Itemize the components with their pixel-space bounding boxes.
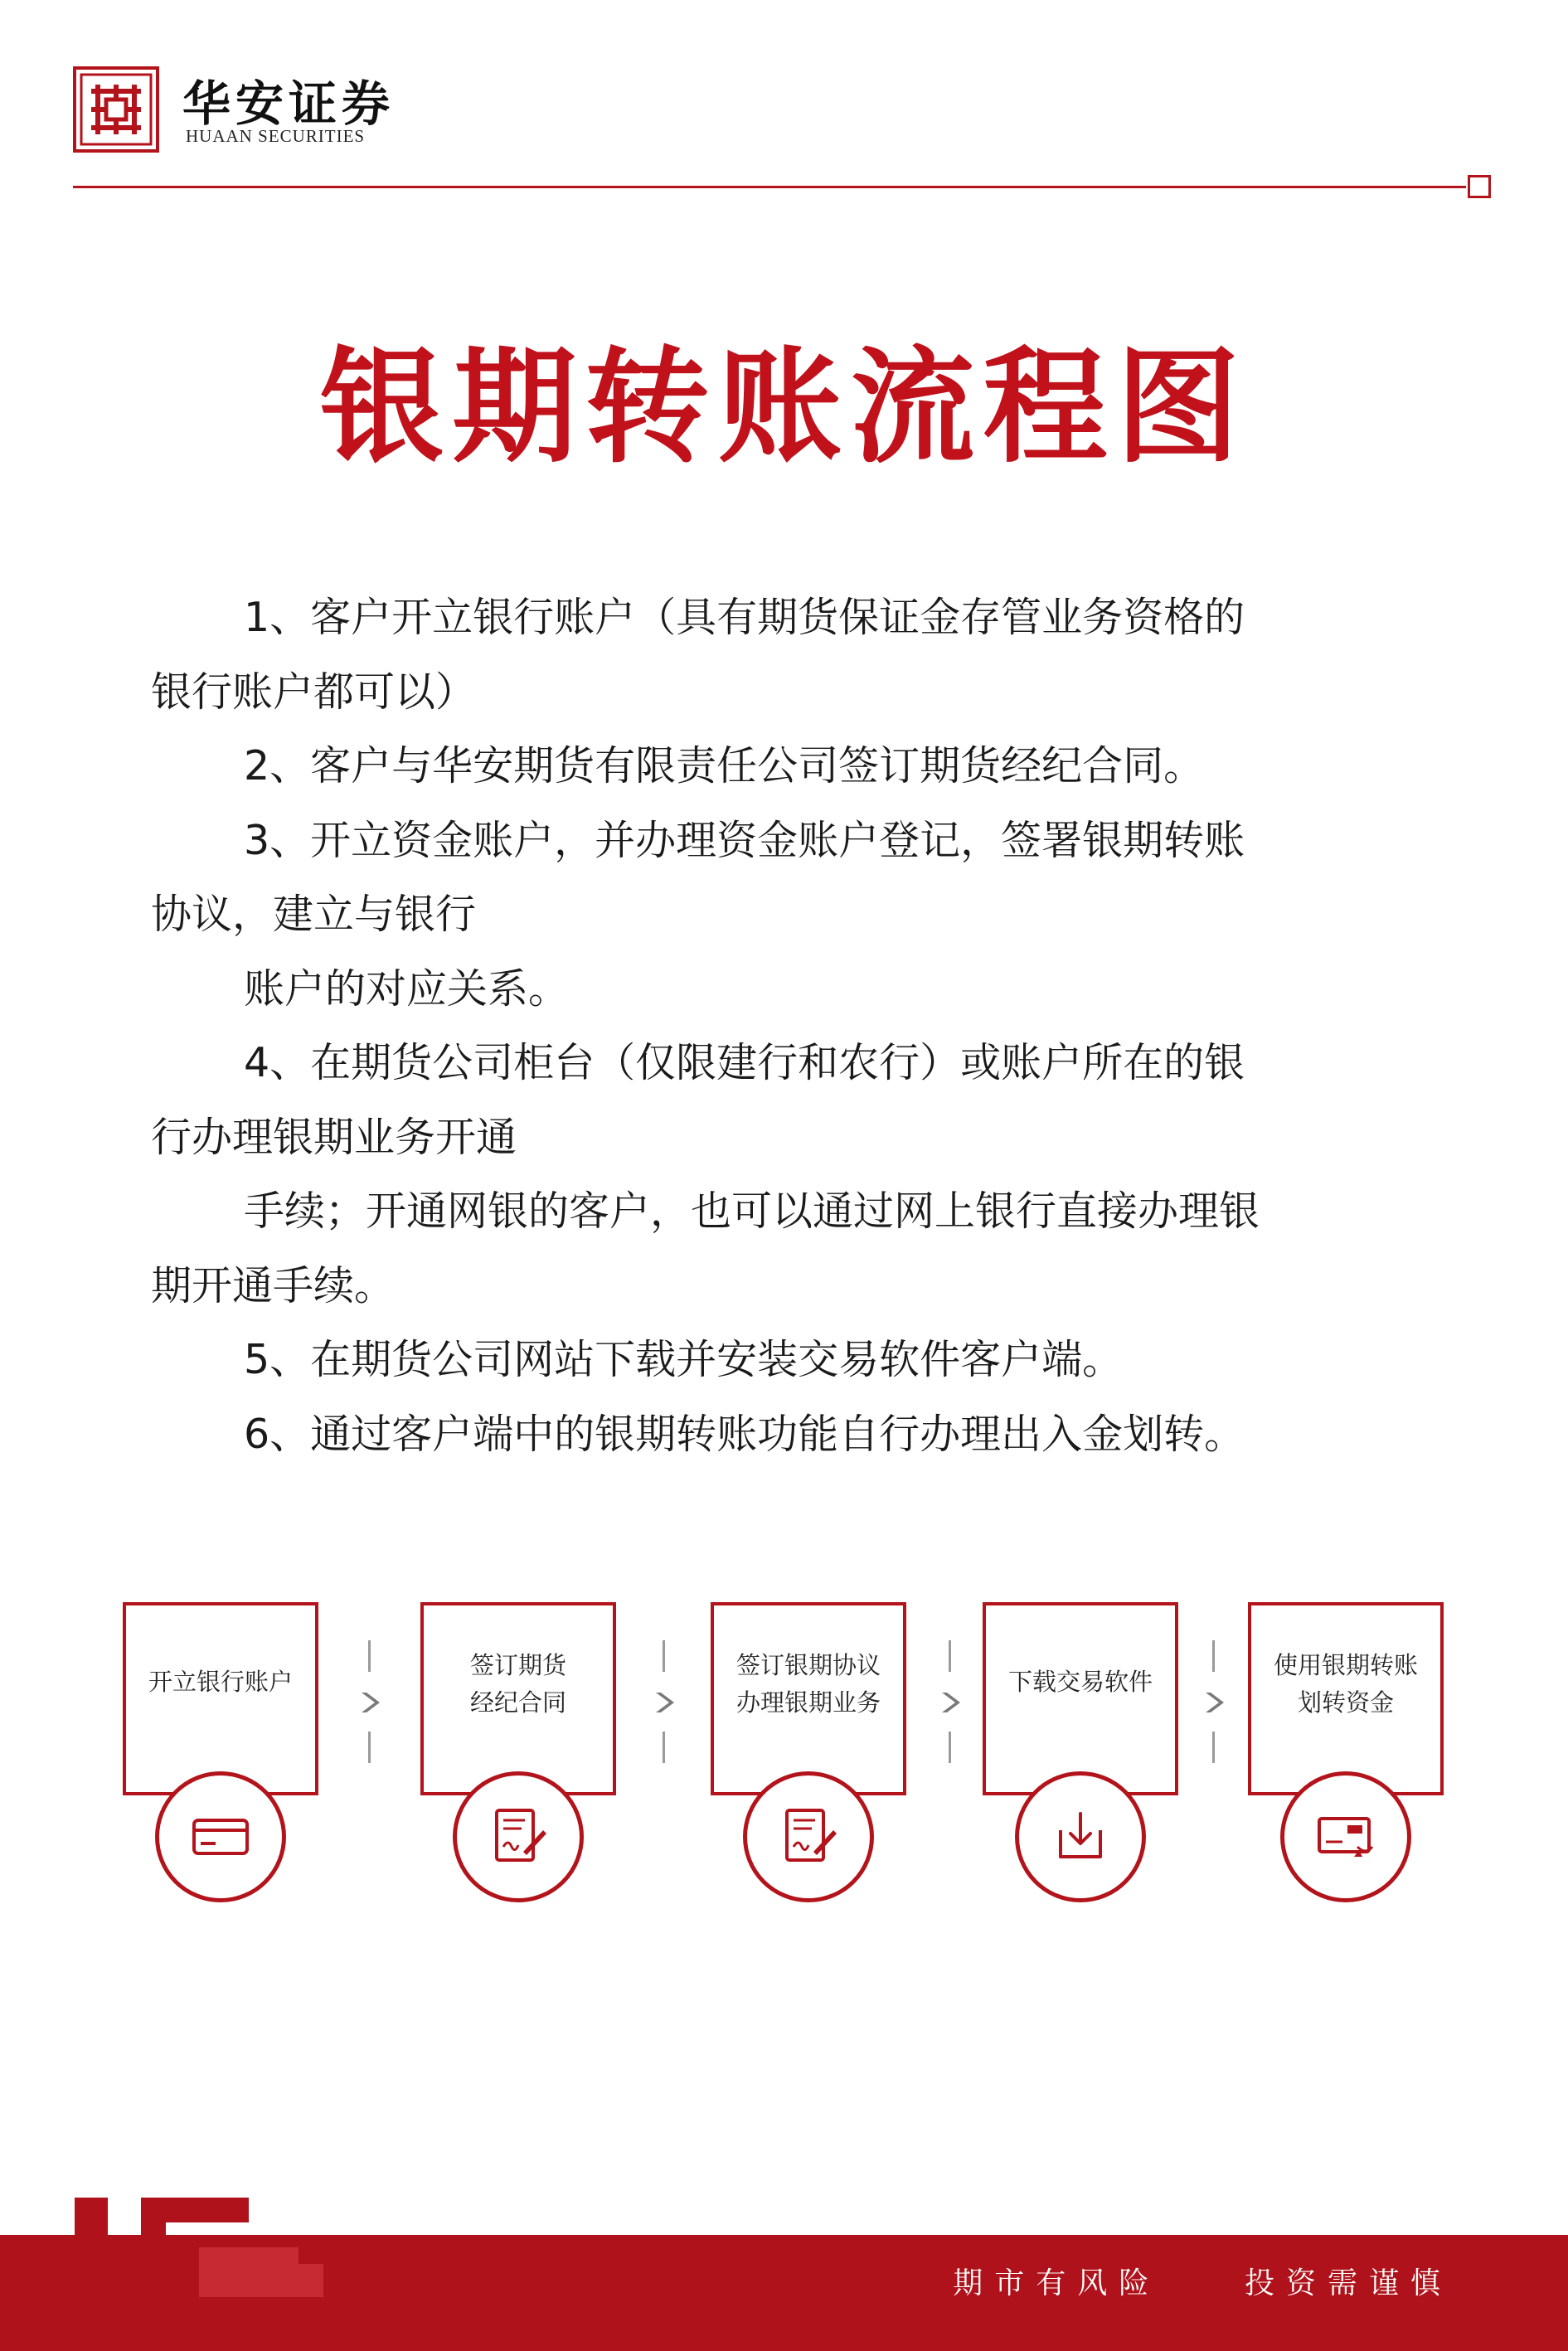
paragraph-line: 账户的对应关系。: [244, 964, 570, 1013]
bank-card-icon: [155, 1771, 286, 1902]
flow-step-label: 开立银行账户: [148, 1668, 293, 1696]
paragraph-line: 3、开立资金账户，并办理资金账户登记，签署银期转账: [244, 816, 1245, 864]
transfer-funds-icon: [1280, 1771, 1411, 1902]
paragraph-line: 行办理银期业务开通: [151, 1113, 517, 1161]
chevron-right-icon: [1202, 1690, 1226, 1715]
flow-step-label: 使用银期转账 划转资金: [1273, 1651, 1418, 1717]
separator-line: [1212, 1732, 1215, 1763]
contract-sign-icon: [453, 1771, 584, 1902]
paragraph-line: 4、在期货公司柜台（仅限建行和农行）或账户所在的银: [244, 1039, 1245, 1086]
flow-step-2: [420, 1602, 616, 1795]
paragraph-line: 银行账户都可以）: [151, 668, 477, 716]
chevron-right-icon: [653, 1690, 676, 1715]
agreement-sign-icon: [743, 1771, 874, 1902]
procedure-text: [151, 580, 1428, 1471]
separator-line: [368, 1640, 371, 1672]
paragraph-line: 手续；开通网银的客户，也可以通过网上银行直接办理银: [244, 1188, 1260, 1235]
page-title: 银期转账流程图: [319, 336, 1249, 480]
header-divider-end-square: [1468, 175, 1491, 198]
brand-name-cn: 华安证券: [182, 75, 396, 132]
flow-step-1: [123, 1602, 318, 1795]
flow-step-label: 签订银期协议 办理银期业务: [735, 1651, 881, 1717]
flow-step-4: [983, 1602, 1178, 1795]
flow-step-5: [1248, 1602, 1444, 1795]
paragraph-line: 6、通过客户端中的银期转账功能自行办理出入金划转。: [244, 1410, 1245, 1458]
paragraph-line: 5、在期货公司网站下载并安装交易软件客户端。: [244, 1336, 1124, 1383]
chevron-right-icon: [358, 1690, 381, 1715]
paragraph-line: 2、客户与华安期货有限责任公司签订期货经纪合同。: [244, 742, 1205, 789]
flow-step-label: 下载交易软件: [1007, 1668, 1153, 1696]
brand-name-en: HUAAN SECURITIES: [186, 126, 366, 146]
chevron-right-icon: [939, 1690, 962, 1715]
header-divider: [73, 186, 1466, 188]
separator-line: [1212, 1640, 1215, 1672]
paragraph-line: 1、客户开立银行账户（具有期货保证金存管业务资格的: [244, 594, 1245, 641]
flow-step-label: 签订期货 经纪合同: [469, 1651, 566, 1717]
paragraph-line: 期开通手续。: [151, 1261, 396, 1309]
paragraph-line: 协议，建立与银行: [151, 891, 477, 938]
separator-line: [368, 1732, 371, 1763]
download-icon: [1015, 1771, 1146, 1902]
separator-line: [663, 1732, 665, 1763]
separator-line: [949, 1640, 951, 1672]
decorative-corner-shape: [75, 2198, 323, 2297]
huaan-logo-icon: [73, 66, 159, 153]
separator-line: [663, 1640, 665, 1672]
risk-warning-slogan: 期市有风险 投资需谨慎: [953, 2266, 1452, 2300]
separator-line: [949, 1732, 951, 1763]
flow-step-3: [711, 1602, 906, 1795]
